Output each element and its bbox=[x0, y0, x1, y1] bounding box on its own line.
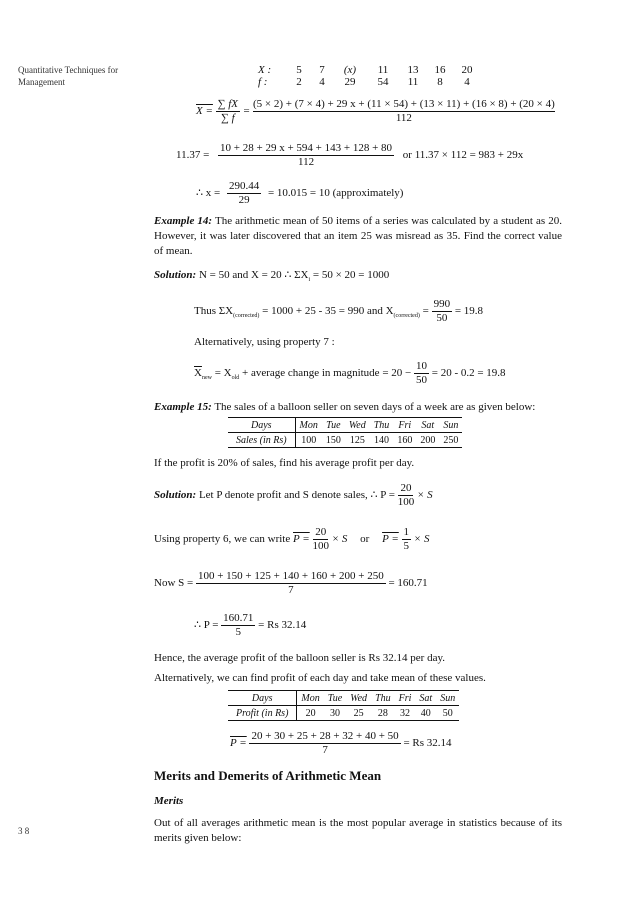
solution-14-thus: Thus $\Sigma X_{(corrected)} = 1000 + 25 - 35 = 990$ and $X_{(corrected)}$ = $\frac{990}{50}$ = 19.8 bbox=[194, 298, 484, 324]
alternative-text: Alternatively, we can find profit of each day and take mean of these values. bbox=[154, 672, 486, 684]
page-number: 3 8 bbox=[18, 826, 30, 836]
profit-table bbox=[228, 690, 459, 721]
alt-calc: $\overline{X}_{new} = X_{old}$ + average change in magnitude = 20 − $\frac{10}{50}$ = 20 - 0.2 = 19.8 bbox=[194, 360, 506, 386]
alt-property-7: Alternatively, using property 7 : bbox=[194, 336, 335, 348]
equation-mean: X = $\frac{\sum fX}{\sum f}$ = (5 × 2) + (7 × 4) + 29 x + (11 × 54) + (13 × 11) + (16 × 8) + (20 × 4) 112 bbox=[196, 98, 555, 124]
freq-table bbox=[258, 64, 480, 88]
sales-table bbox=[228, 417, 462, 448]
freq-x-row: X : 5 7 (x) 11 13 16 20 bbox=[258, 64, 473, 76]
section-heading: Merits and Demerits of Arithmetic Mean bbox=[154, 768, 382, 783]
profit-question: If the profit is 20% of sales, find his average profit per day. bbox=[154, 457, 415, 469]
table-row: Days Mon Tue Wed Thu Fri Sat Sun bbox=[228, 691, 459, 706]
hence-text: Hence, the average profit of the balloon seller is Rs 32.14 per day. bbox=[154, 652, 445, 664]
equation-solve: 11.37 = $\frac{10 + 28 + 29 x + 594 + 143 + 128 + 80}{112}$ or 11.37 × 112 = 983 + 29x bbox=[176, 142, 524, 168]
table-row: Profit (in Rs) 20 30 25 28 32 40 50 bbox=[228, 706, 459, 721]
equation-x: ∴ x = $\frac{290.44}{29}$ = 10.015 = 10 (approximately) bbox=[196, 180, 404, 206]
table-row: Sales (in Rs) 100 150 125 140 160 200 250 bbox=[228, 433, 462, 448]
freq-f-row: f : 2 4 29 54 11 8 4 bbox=[258, 76, 470, 88]
final-calc: P = $\frac{20 + 30 + 25 + 28 + 32 + 40 + 50}{7}$ = Rs 32.14 bbox=[230, 730, 452, 756]
running-header: Quantitative Techniques for Management bbox=[18, 65, 119, 87]
solution-14: Solution: N = 50 and X = 20 ∴ $\Sigma X_i = 50 \times 20 = 1000$ bbox=[154, 269, 390, 284]
table-row: Days Mon Tue Wed Thu Fri Sat Sun bbox=[228, 418, 462, 433]
p-bar-calc: ∴ P = $\frac{160.71}{5}$ = Rs 32.14 bbox=[194, 612, 307, 638]
subsection-merits: Merits bbox=[154, 795, 184, 807]
now-s-calc: Now S = $\frac{100 + 150 + 125 + 140 + 160 + 200 + 250}{7}$ = 160.71 bbox=[154, 570, 428, 596]
property-6: Using property 6, we can write P = $\frac{20}{100}$ × S or P = $\frac{1}{5}$ × S bbox=[154, 526, 430, 552]
merits-text: Out of all averages arithmetic mean is the most popular average in statistics because of its merits given below: bbox=[154, 817, 562, 844]
example-15: Example 15: The sales of a balloon seller on seven days of a week are as given below: bbox=[154, 401, 536, 413]
example-14: Example 14: The arithmetic mean of 50 items of a series was calculated by a student as 20. However, it was later discovered that an item 25 was misread as 35. Find the correct value of mean. bbox=[154, 215, 562, 257]
solution-15: Solution: Let P denote profit and S denote sales, ∴ P = $\frac{20}{100}$ × S bbox=[154, 482, 433, 508]
